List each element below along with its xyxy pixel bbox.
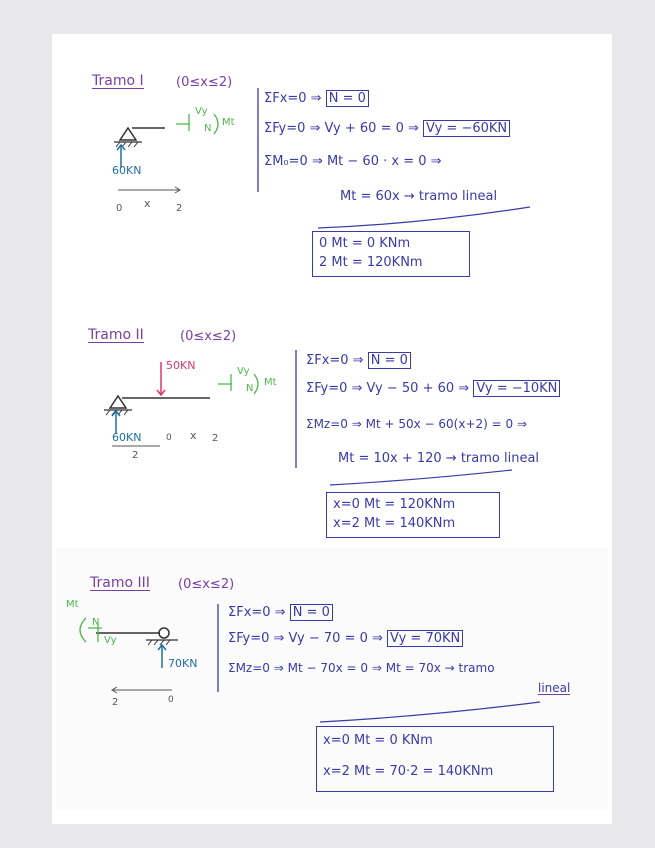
section2-mt: Mt bbox=[264, 377, 277, 388]
section3-title: Tramo III bbox=[90, 575, 150, 591]
section1-x: x bbox=[144, 197, 151, 210]
section1-diagram bbox=[114, 114, 218, 193]
section2-eq2: ΣFy=0 ⇒ Vy − 50 + 60 ⇒ Vy = −10KN bbox=[306, 382, 560, 395]
section2-dim: 2 bbox=[132, 450, 139, 461]
section3-eq2: ΣFy=0 ⇒ Vy − 70 = 0 ⇒ Vy = 70KN bbox=[228, 632, 463, 645]
section1-n: N bbox=[204, 123, 212, 134]
section2-n: N bbox=[246, 383, 254, 394]
section2-box2: Vy = −10KN bbox=[473, 380, 560, 397]
section1-x2: 2 bbox=[176, 203, 183, 214]
section3-box1: N = 0 bbox=[290, 604, 333, 621]
section2-range: (0≤x≤2) bbox=[180, 329, 237, 344]
section1-mt: Mt bbox=[222, 117, 235, 128]
section3-vy: Vy bbox=[104, 635, 117, 646]
section3-mt: Mt bbox=[66, 599, 79, 610]
section2-box1: N = 0 bbox=[368, 352, 411, 369]
section3-load: 70KN bbox=[168, 657, 198, 670]
section3-box2: Vy = 70KN bbox=[387, 630, 463, 647]
section2-x2: 2 bbox=[212, 433, 219, 444]
section2-eq1: ΣFx=0 ⇒ N = 0 bbox=[306, 354, 411, 367]
section1-eq2: ΣFy=0 ⇒ Vy + 60 = 0 ⇒ Vy = −60KN bbox=[264, 122, 510, 135]
section2-x0: 0 bbox=[166, 433, 172, 443]
section3-n: N bbox=[92, 617, 100, 628]
section2-load-top: 50KN bbox=[166, 359, 196, 372]
section1-range: (0≤x≤2) bbox=[176, 75, 233, 90]
section3-cases: x=0 Mt = 0 KNm x=2 Mt = 70·2 = 140KNm bbox=[316, 726, 554, 792]
section2-x: x bbox=[190, 429, 197, 442]
section3-eq3: ΣMz=0 ⇒ Mt − 70x = 0 ⇒ Mt = 70x → tramo bbox=[228, 661, 495, 675]
section1-eq1: ΣFx=0 ⇒ N = 0 bbox=[264, 92, 369, 105]
section3-eq1: ΣFx=0 ⇒ N = 0 bbox=[228, 606, 333, 619]
section1-box1: N = 0 bbox=[326, 90, 369, 107]
section2-vy: Vy bbox=[237, 366, 250, 377]
section3-eq3b: lineal bbox=[538, 681, 571, 695]
section3-range: (0≤x≤2) bbox=[178, 577, 235, 592]
section1-eq3: ΣM₀=0 ⇒ Mt − 60 · x = 0 ⇒ bbox=[264, 154, 442, 169]
section1-vy: Vy bbox=[195, 106, 208, 117]
section1-box2: Vy = −60KN bbox=[423, 120, 510, 137]
section1-cases: 0 Mt = 0 KNm 2 Mt = 120KNm bbox=[312, 231, 470, 277]
section2-eq3: ΣMz=0 ⇒ Mt + 50x − 60(x+2) = 0 ⇒ bbox=[306, 417, 528, 431]
section2-load: 60KN bbox=[112, 431, 142, 444]
section1-x0: 0 bbox=[116, 203, 123, 214]
section3-diagram bbox=[80, 618, 178, 693]
section1-title: Tramo I bbox=[92, 73, 144, 89]
section2-mt-eq: Mt = 10x + 120 → tramo lineal bbox=[338, 451, 540, 466]
section3-d2: 2 bbox=[112, 697, 119, 708]
section3-d0: 0 bbox=[168, 695, 174, 705]
section1-load: 60KN bbox=[112, 164, 142, 177]
section1-mt-eq: Mt = 60x → tramo lineal bbox=[340, 189, 498, 204]
section2-title: Tramo II bbox=[88, 327, 144, 343]
section2-cases: x=0 Mt = 120KNm x=2 Mt = 140KNm bbox=[326, 492, 500, 538]
